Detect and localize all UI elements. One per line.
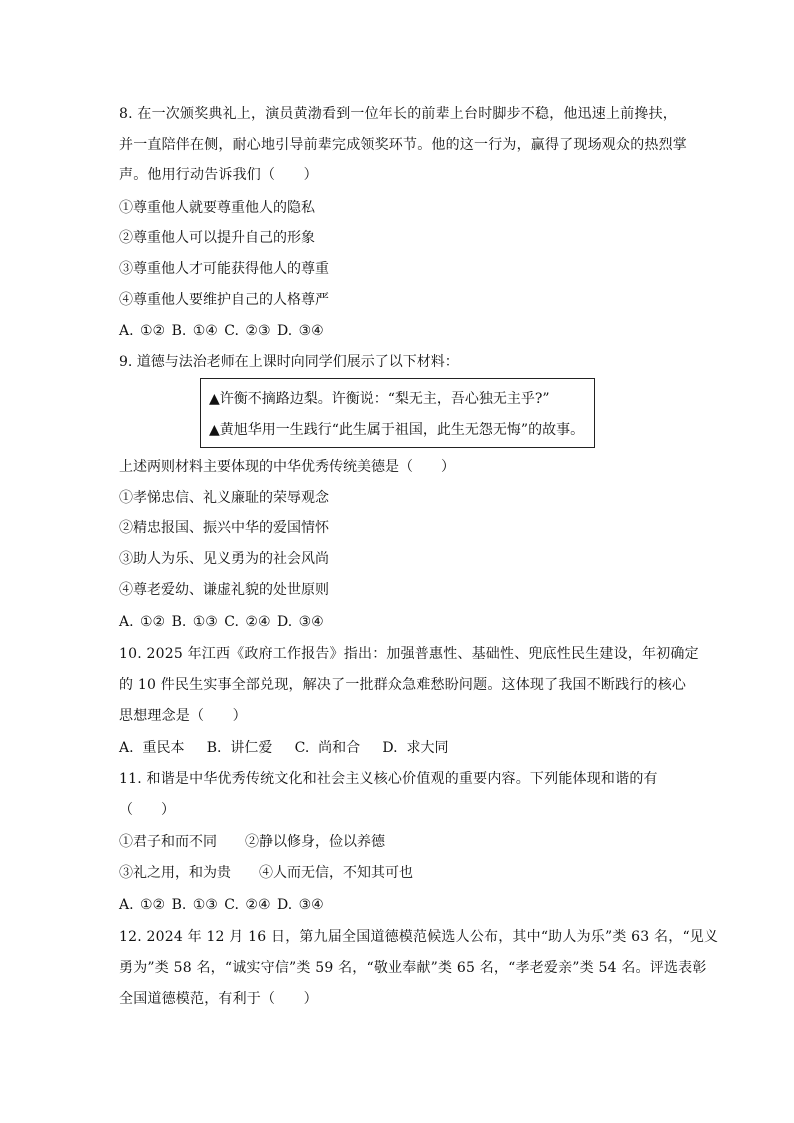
q9-material-box xyxy=(200,378,595,448)
q9-stem: 9. 道德与法治老师在上课时向同学们展示了以下材料： xyxy=(119,354,459,370)
q11-item-1: ①君子和而不同 xyxy=(119,834,217,850)
q12-stem-line-1: 12. 2024 年 12 月 16 日，第九届全国道德模范候选人公布，其中“助人为乐”类 63 名，“见义 xyxy=(119,929,719,945)
q11-item-4: ④人而无信，不知其可也 xyxy=(259,865,413,881)
q9-question: 上述两则材料主要体现的中华优秀传统美德是（ ） xyxy=(119,459,455,475)
q11-stem-line-1: 11. 和谐是中华优秀传统文化和社会主义核心价值观的重要内容。下列能体现和谐的有 xyxy=(119,771,658,787)
q11-stem-line-2: （ ） xyxy=(119,802,175,818)
q9-item-1: ①孝悌忠信、礼义廉耻的荣辱观念 xyxy=(119,490,329,506)
q9-options: A. ①② B. ①③ C. ②④ D. ③④ xyxy=(119,614,324,630)
q12-stem-line-2: 勇为”类 58 名，“诚实守信”类 59 名，“敬业奉献”类 65 名，“孝老爱亲”类 54 名。评选表彰 xyxy=(119,960,707,976)
q11-item-2: ②静以修身，俭以养德 xyxy=(245,834,385,850)
q12-stem-line-3: 全国道德模范，有利于（ ） xyxy=(119,991,318,1007)
q10-stem-line-2: 的 10 件民生实事全部兑现，解决了一批群众急难愁盼问题。这体现了我国不断践行的核心 xyxy=(119,677,687,693)
q8-stem-line-2: 并一直陪伴在侧，耐心地引导前辈完成领奖环节。他的这一行为，赢得了现场观众的热烈掌 xyxy=(119,137,687,153)
q9-item-3: ③助人为乐、见义勇为的社会风尚 xyxy=(119,551,329,567)
q8-stem-line-1: 8. 在一次颁奖典礼上，演员黄渤看到一位年长的前辈上台时脚步不稳，他迅速上前搀扶， xyxy=(119,106,678,122)
q11-options: A. ①② B. ①③ C. ②④ D. ③④ xyxy=(119,897,324,913)
q8-item-4: ④尊重他人要维护自己的人格尊严 xyxy=(119,292,329,308)
q8-stem-line-3: 声。他用行动告诉我们（ ） xyxy=(119,167,318,183)
q9-material-2: ▲黄旭华用一生践行“此生属于祖国，此生无怨无悔”的故事。 xyxy=(209,422,585,438)
q9-item-4: ④尊老爱幼、谦虚礼貌的处世原则 xyxy=(119,582,329,598)
q10-stem-line-1: 10. 2025 年江西《政府工作报告》指出：加强普惠性、基础性、兜底性民生建设，年初确定 xyxy=(119,646,699,662)
q9-material-1: ▲许衡不摘路边梨。许衡说：“梨无主，吾心独无主乎?” xyxy=(209,391,550,407)
q8-item-2: ②尊重他人可以提升自己的形象 xyxy=(119,230,315,246)
q8-item-1: ①尊重他人就要尊重他人的隐私 xyxy=(119,200,315,216)
q11-items-row-2 xyxy=(119,863,679,883)
q9-item-2: ②精忠报国、振兴中华的爱国情怀 xyxy=(119,520,329,536)
q11-items-row-1 xyxy=(119,832,679,852)
q8-item-3: ③尊重他人才可能获得他人的尊重 xyxy=(119,261,329,277)
q8-options: A. ①② B. ①④ C. ②③ D. ③④ xyxy=(119,323,324,339)
q11-item-3: ③礼之用，和为贵 xyxy=(119,865,231,881)
q10-options: A. 重民本 B. 讲仁爱 C. 尚和合 D. 求大同 xyxy=(119,740,449,756)
q10-stem-line-3: 思想理念是（ ） xyxy=(119,708,247,724)
